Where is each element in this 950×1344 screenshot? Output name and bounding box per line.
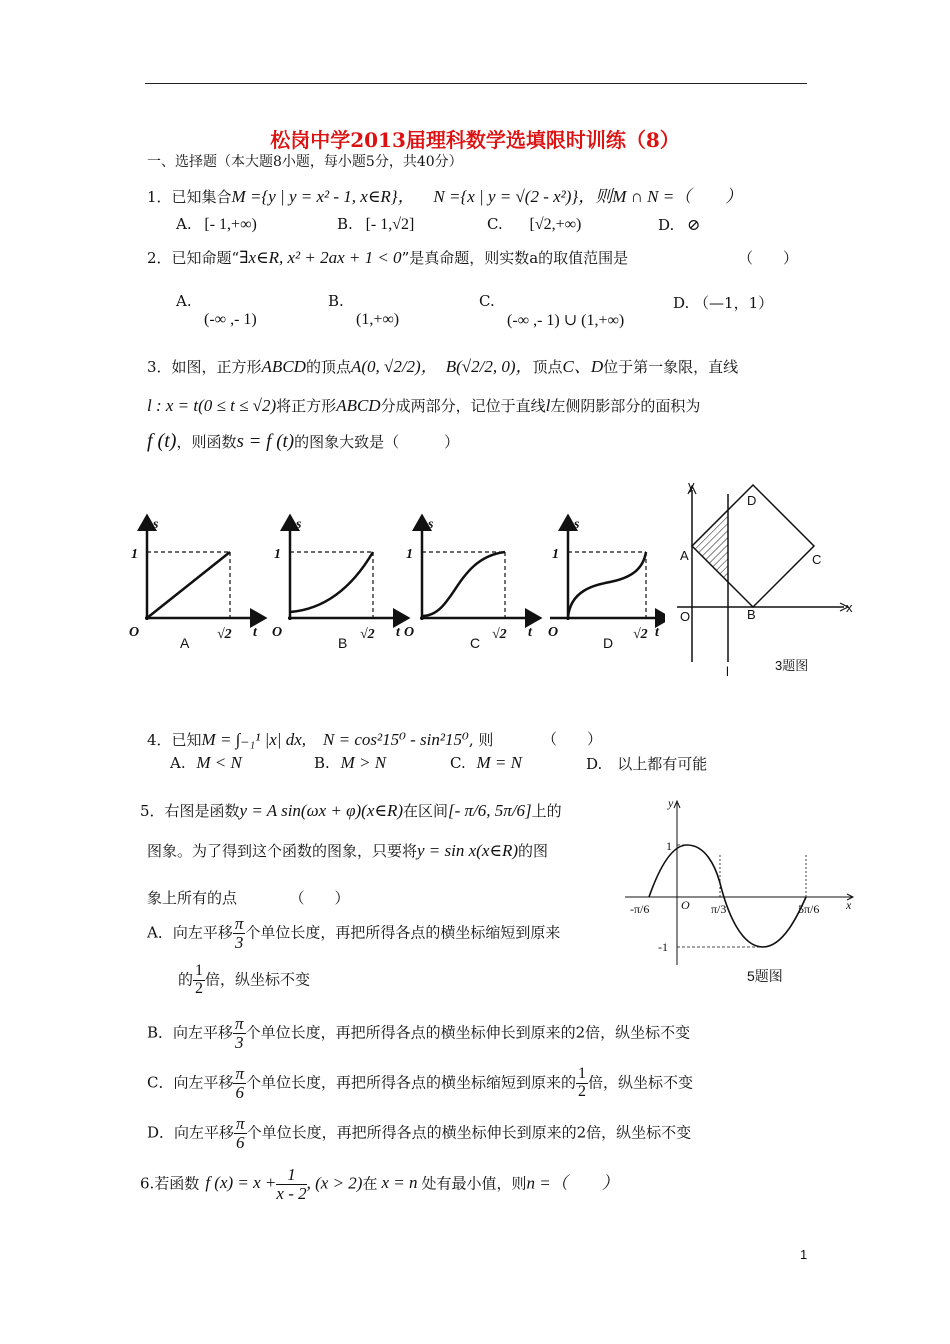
q3-b-tick-root2: √2: [360, 627, 375, 642]
fig-label-d: D: [747, 493, 757, 508]
q3-option-graphs: [125, 510, 665, 665]
q3-label-d: D: [603, 635, 614, 651]
q3-graph-d: [550, 516, 665, 620]
q3-graph-b: [288, 516, 408, 620]
q3-line2: l : x = t(0 ≤ t ≤ √2)将正方形ABCD分成两部分，记位于直线l左侧阴影部分的面积为: [147, 396, 701, 415]
q5-line1: 5．右图是函数y = A sin(ωx + φ)(x∈R)在区间[- π/6, 5π/6]上的: [140, 801, 562, 820]
fig-label-a: A: [680, 548, 689, 563]
q4-choice-c: C. M = N: [450, 753, 522, 772]
q3-a-origin: O: [129, 625, 140, 640]
q3-a-axis-t: t: [253, 625, 257, 640]
q5-fig-x: x: [846, 898, 852, 912]
q5-fig-one: 1: [666, 839, 672, 853]
q5-line2: 图象。为了得到这个函数的图象，只要将y = sin x(x∈R)的图: [147, 841, 549, 860]
q3-label-b: B: [338, 635, 348, 651]
q2-choice-d: D. （—1，1）: [673, 294, 774, 312]
fig-label-o: O: [680, 609, 691, 624]
q3-fig-caption: 3题图: [775, 658, 809, 673]
q5-fig-caption: 5题图: [747, 968, 783, 984]
q5-sine-figure: [620, 795, 860, 990]
q5-fig-neg-one: -1: [658, 940, 668, 954]
q3-d-origin: O: [548, 625, 559, 640]
q4-paren: （ ）: [542, 730, 603, 748]
q2-stem: 2．已知命题“∃x∈R, x² + 2ax + 1 < 0”是真命题，则实数a的取值范围是: [147, 248, 629, 267]
q2-choice-c: C. (-∞ ,- 1) ∪ (1,+∞): [479, 292, 625, 329]
q5-option-a-cont: 的 $\frac{1}{2}$ 倍，纵坐标不变: [178, 962, 311, 997]
shaded-region: [692, 510, 728, 582]
q3-b-axis-t: t: [396, 625, 400, 640]
doc-title: 松岗中学2013届理科数学选填限时训练（8）: [270, 128, 680, 152]
fig-label-x: x: [846, 600, 853, 615]
q3-graph-a: [145, 516, 265, 620]
q4-choice-d: D. 以上都有可能: [586, 755, 708, 773]
q2-choice-b: B. (1,+∞): [328, 292, 400, 328]
q3-b-origin: O: [272, 625, 283, 640]
q3-square-figure: [672, 480, 862, 680]
q3-line3: f (t)，则函数s = f (t)的图象大致是（ ）: [147, 430, 460, 452]
q3-c-axis-t: t: [528, 625, 532, 640]
q3-d-tick-root2: √2: [633, 627, 648, 642]
q3-label-a: A: [180, 635, 190, 651]
q2-paren: （ ）: [738, 249, 799, 267]
q3-line1: 3．如图，正方形ABCD的顶点A(0, √2/2)， B(√2/2, 0)，顶点C、D位于第一象限，直线: [147, 357, 739, 376]
q3-a-tick-1: 1: [131, 547, 138, 562]
fig-label-c: C: [812, 552, 822, 567]
q3-c-tick-root2: √2: [492, 627, 507, 642]
section-heading: 一、选择题（本大题8小题，每小题5分，共40分）: [147, 154, 463, 170]
q1-choice-c: C. [√2,+∞): [487, 215, 582, 233]
q3-label-c: C: [470, 635, 481, 651]
q2-choice-a: A. (-∞ ,- 1): [176, 292, 257, 328]
q4-choice-b: B. M > N: [314, 753, 387, 772]
q5-option-a: A．向左平移 $\frac{\pi}{3}$ 个单位长度，再把所得各点的横坐标缩短到原来: [147, 914, 561, 952]
q3-c-origin: O: [404, 625, 415, 640]
q3-d-axis-s: s: [574, 517, 580, 532]
q3-b-axis-s: s: [296, 517, 302, 532]
q1-stem: 1．已知集合M ={y | y = x² - 1, x∈R}， N ={x | y = √(2 - x²)}，则M ∩ N =（ ）: [147, 187, 743, 206]
q3-b-tick-1: 1: [274, 547, 281, 562]
q6-stem: 6.若函数 f (x) = x + $\frac{1}{x - 2}$ , (x > 2)在 x = n 处有最小值，则n =（ ）: [140, 1165, 619, 1203]
q3-a-tick-root2: √2: [217, 627, 232, 642]
q3-graph-c: [420, 516, 540, 620]
q5-fig-y: y: [668, 796, 674, 810]
page-number: 1: [800, 1247, 808, 1262]
fig-label-b: B: [747, 607, 756, 622]
fig-label-l: l: [726, 664, 729, 679]
q5-fig-neg-pi6: -π/6: [630, 902, 650, 916]
header-rule: [145, 83, 807, 84]
q1-choice-a: A. [- 1,+∞): [176, 215, 257, 233]
q1-choice-d: D. ⊘: [658, 216, 701, 234]
q4-stem: 4．已知M = ∫₋₁¹ |x| dx, N = cos²15⁰ - sin²15⁰, 则: [147, 730, 494, 749]
q3-c-tick-1: 1: [406, 547, 413, 562]
sine-curve: [649, 845, 806, 947]
q5-fig-pi3: π/3: [711, 902, 727, 916]
q5-option-c: C．向左平移 $\frac{\pi}{6}$ 个单位长度，再把所得各点的横坐标缩短到原来的 $\frac{1}{2}$ 倍，纵坐标不变: [147, 1064, 694, 1102]
q4-choice-a: A. M < N: [170, 753, 242, 772]
q3-a-axis-s: s: [153, 517, 159, 532]
q5-fig-o: O: [681, 898, 690, 912]
q5-option-d: D．向左平移 $\frac{\pi}{6}$ 个单位长度，再把所得各点的横坐标伸长到原来的2倍，纵坐标不变: [147, 1114, 692, 1152]
q3-d-tick-1: 1: [552, 547, 559, 562]
q1-choice-b: B. [- 1,√2]: [337, 215, 415, 233]
q5-line3: 象上所有的点 （ ）: [147, 889, 350, 907]
q5-option-b: B．向左平移 $\frac{\pi}{3}$ 个单位长度，再把所得各点的横坐标伸长到原来的2倍，纵坐标不变: [147, 1014, 691, 1052]
q3-d-axis-t: t: [655, 625, 659, 640]
fig-label-y: y: [688, 480, 695, 493]
q5-fig-5pi6: 5π/6: [798, 902, 820, 916]
q3-c-axis-s: s: [428, 517, 434, 532]
